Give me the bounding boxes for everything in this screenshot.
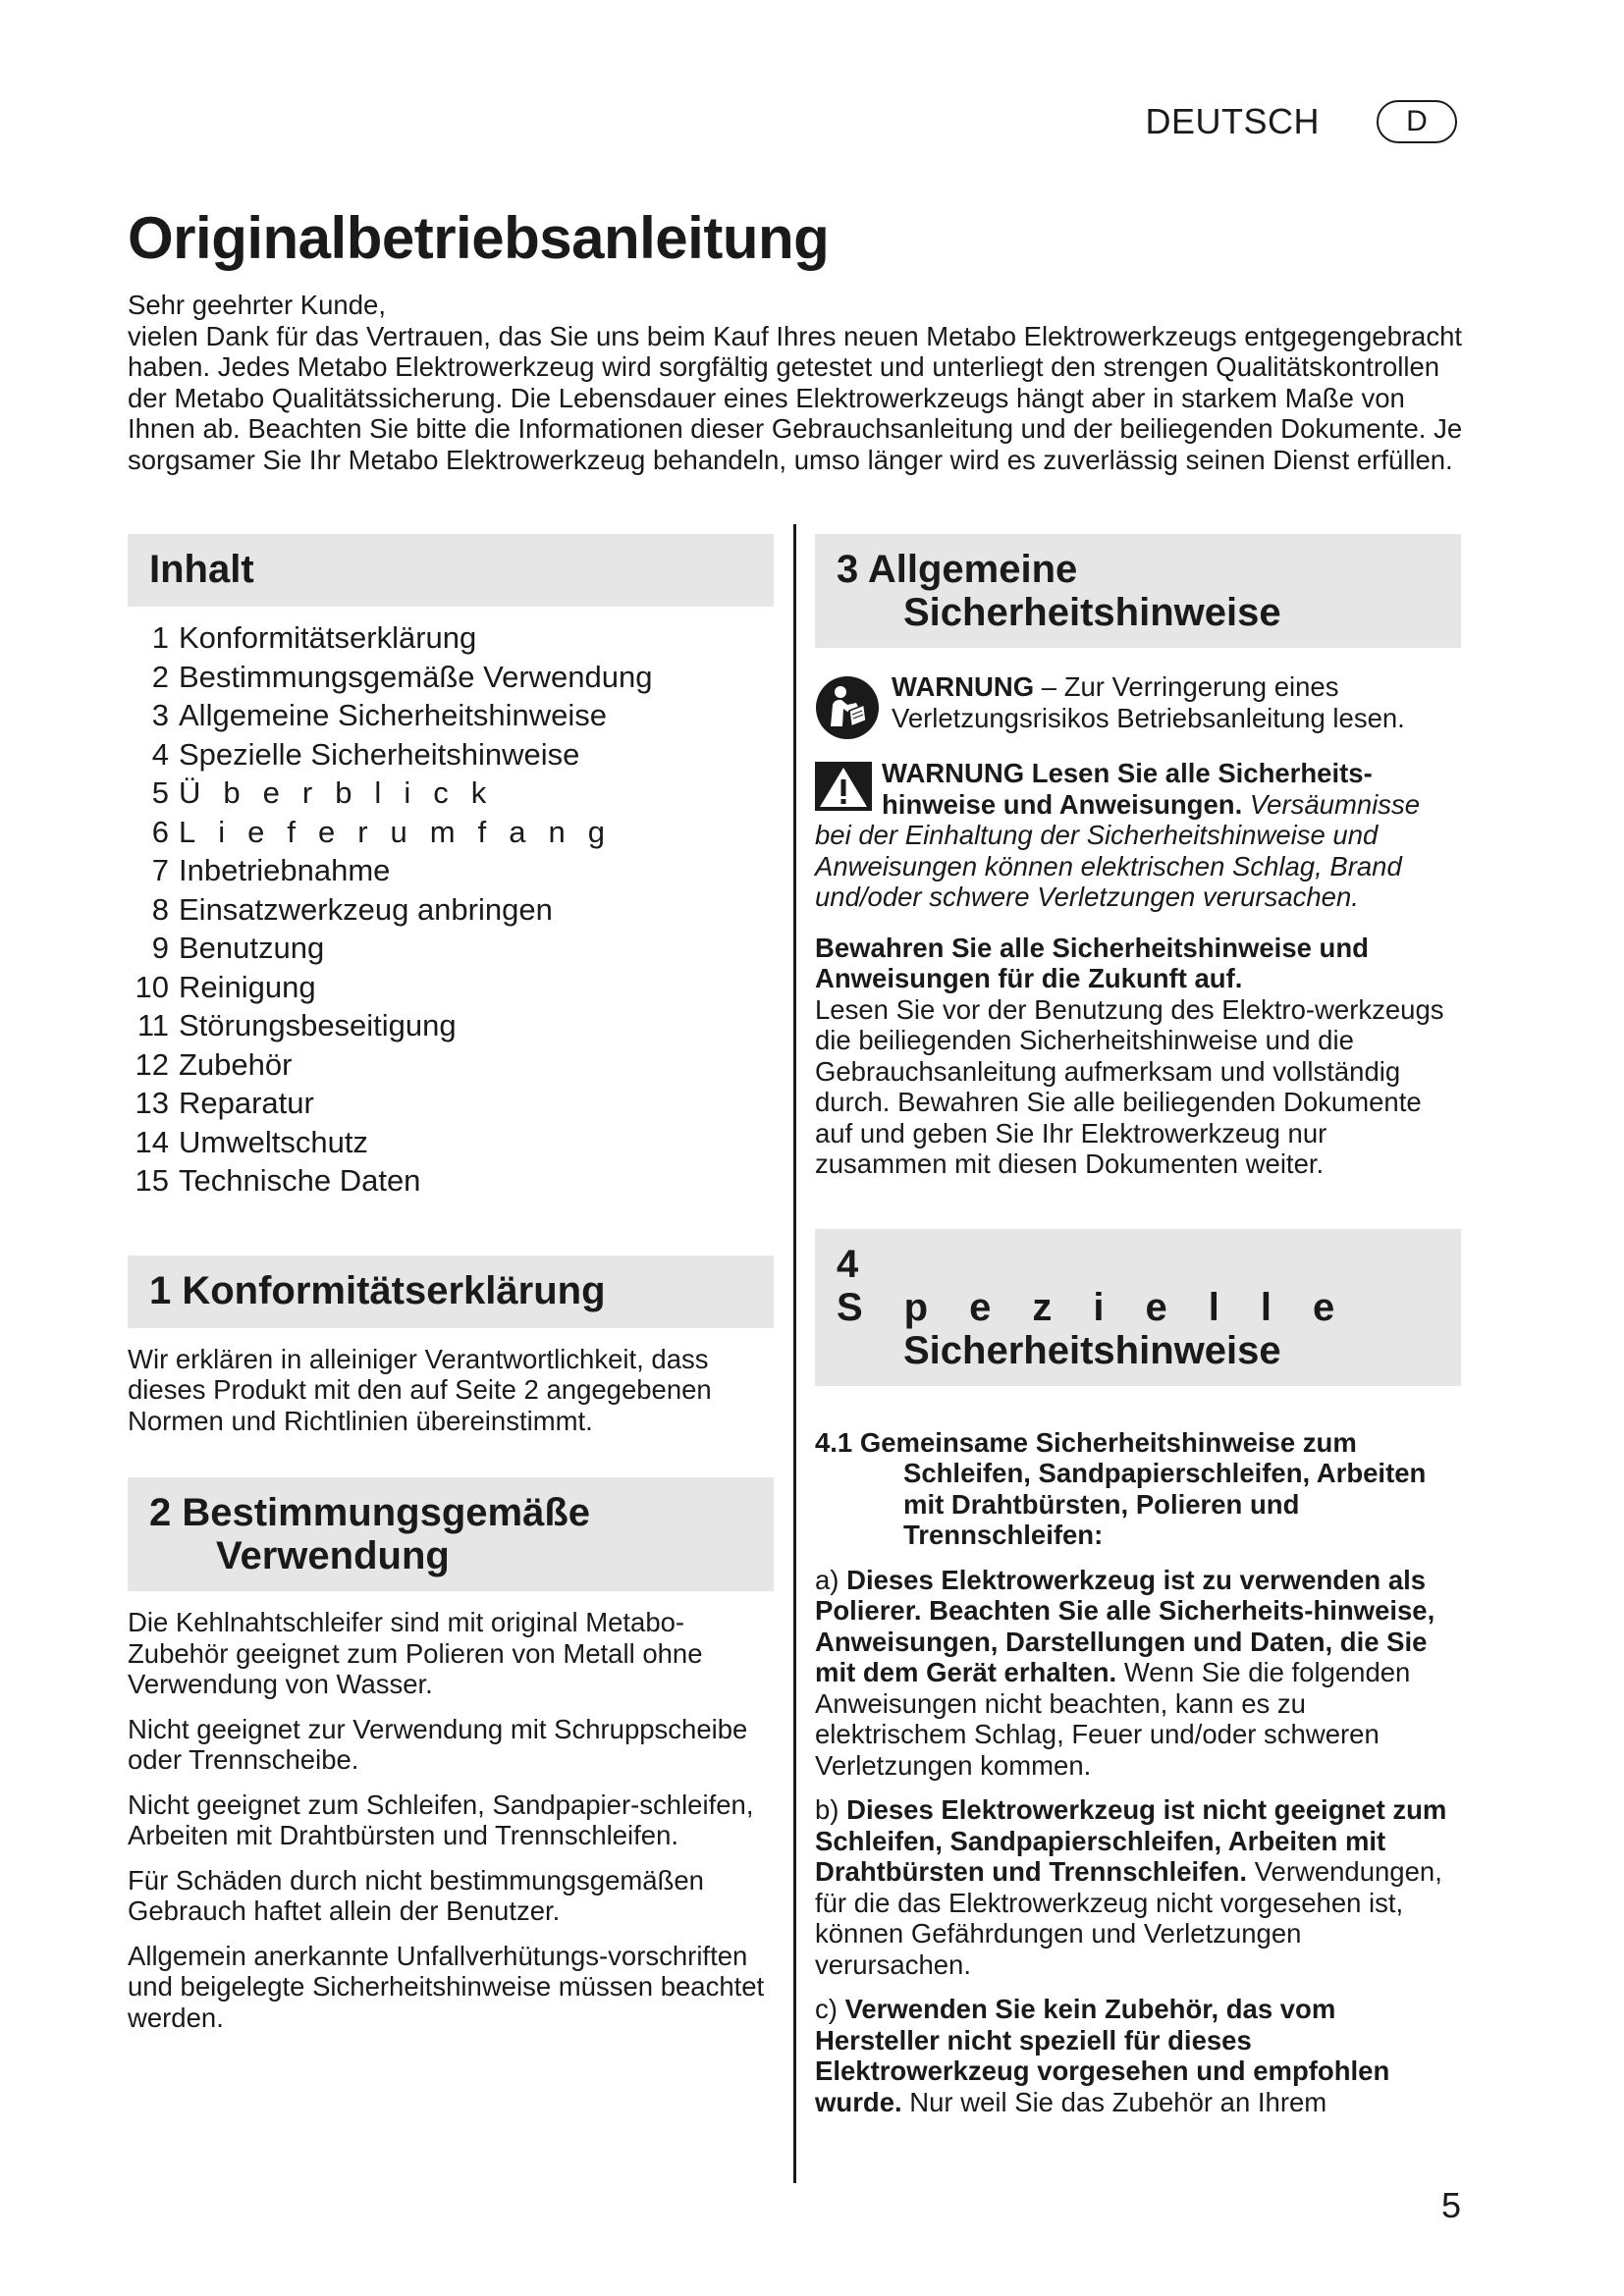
- section2-p2: Nicht geeignet zur Verwendung mit Schruppscheibe oder Trennscheibe.: [128, 1713, 748, 1775]
- warning1-label: WARNUNG: [892, 671, 1035, 702]
- toc-title: Inhalt: [149, 548, 254, 591]
- toc-list: [128, 607, 774, 1201]
- intro-salutation: Sehr geehrter Kunde,: [128, 290, 386, 320]
- toc-item[interactable]: 9 Benutzung: [151, 931, 325, 965]
- toc-item[interactable]: 15 Technische Daten: [135, 1163, 421, 1198]
- section2-body: [128, 1607, 774, 2033]
- toc-item[interactable]: 13 Reparatur: [135, 1086, 314, 1120]
- section2-p5: Allgemein anerkannte Unfallverhütungs-vorschriften und beigelegte Sicherheitshinweise müssen beachtet werden.: [128, 1940, 765, 2033]
- subsection-number: 4.1: [815, 1426, 853, 1458]
- toc-item[interactable]: 7 Inbetriebnahme: [151, 853, 391, 887]
- section3-heading: 3 Allgemeine Sicherheitshinweise: [815, 534, 1461, 648]
- toc-item[interactable]: 1 Konformitätserklärung: [151, 620, 477, 655]
- section2-p4: Für Schäden durch nicht bestimmungsgemäßen Gebrauch haftet allein der Benutzer.: [128, 1864, 704, 1926]
- section4-heading-line1: 4 Spezielle: [837, 1242, 1377, 1329]
- rule-b: b) Dieses Elektrowerkzeug ist nicht geeignet zum Schleifen, Sandpapierschleifen, Arbeiten mit Drahtbürsten und Trennschleifen. Verwendungen, für die das Elektrowerkzeug nicht vorgesehen ist, können Gefährdungen und Verletzungen verursachen.: [815, 1794, 1447, 1980]
- toc-item[interactable]: 2 Bestimmungsgemäße Verwendung: [151, 659, 653, 694]
- language-header: [1145, 100, 1457, 143]
- language-label: DEUTSCH: [1145, 101, 1320, 141]
- warning-triangle-icon: [815, 762, 872, 811]
- toc-item[interactable]: 3 Allgemeine Sicherheitshinweise: [151, 698, 607, 732]
- intro-text: vielen Dank für das Vertrauen, das Sie uns beim Kauf Ihres neuen Metabo Elektrowerkzeugs entgegengebracht haben. Jedes Metabo Elektrowerkzeug wird sorgfältig getestet und unterliegt den strengen Qualitätskontrollen der Metabo Qualitätssicherung. Die Lebensdauer eines Elektrowerkzeugs hängt aber in starkem Maße von Ihnen ab. Beachten Sie bitte die Informationen dieser Gebrauchsanleitung und der beiliegenden Dokumente. Je sorgsamer Sie Ihr Metabo Elektrowerkzeug behandeln, umso länger wird es zuverlässig seinen Dienst erfüllen.: [128, 320, 1463, 475]
- warning2-italic: Versäumnisse bei der Einhaltung der Sicherheitshinweise und Anweisungen können elektrischen Schlag, Brand und/oder schwere Verletzungen verursachen.: [815, 788, 1421, 912]
- intro: [128, 290, 1463, 475]
- section1-text: Wir erklären in alleiniger Verantwortlichkeit, dass dieses Produkt mit den auf Seite 2 angegebenen Normen und Richtlinien übereinstimmt.: [128, 1343, 712, 1436]
- subsection-4-1-heading: [815, 1427, 1461, 1551]
- column-divider: [793, 524, 796, 2183]
- rule-c: c) Verwenden Sie kein Zubehör, das vom Hersteller nicht speziell für dieses Elektrowerkzeug vorgesehen und empfohlen wurde. Nur weil Sie das Zubehör an Ihrem: [815, 1994, 1390, 2117]
- warning1-text: – Zur Verringerung eines Verletzungsrisikos Betriebsanleitung lesen.: [892, 671, 1405, 733]
- toc-item[interactable]: 12 Zubehör: [135, 1046, 293, 1082]
- toc-item[interactable]: 8 Einsatzwerkzeug anbringen: [151, 891, 553, 927]
- section2-p3: Nicht geeignet zum Schleifen, Sandpapier-schleifen, Arbeiten mit Drahtbürsten und Trennschleifen.: [128, 1789, 754, 1850]
- page-number: 5: [1440, 2185, 1461, 2225]
- warning2-bold: WARNUNG Lesen Sie alle Sicherheits-hinweise und Anweisungen.: [882, 758, 1373, 820]
- toc-heading: [128, 534, 774, 607]
- toc-item[interactable]: 4 Spezielle Sicherheitshinweise: [151, 736, 580, 772]
- page-title: Originalbetriebsanleitung: [128, 205, 830, 271]
- section2-p1: Die Kehlnahtschleifer sind mit original Metabo-Zubehör geeignet zum Polieren von Metall ohne Verwendung von Wasser.: [128, 1607, 703, 1699]
- rule-a: a) Dieses Elektrowerkzeug ist zu verwenden als Polierer. Beachten Sie alle Sicherheits-hinweise, Anweisungen, Darstellungen und Daten, die Sie mit dem Gerät erhalten. Wenn Sie die folgenden Anweisungen nicht beachten, kann es zu elektrischem Schlag, Feuer und/oder schweren Verletzungen kommen.: [815, 1564, 1435, 1781]
- toc-item[interactable]: 10 Reinigung: [135, 969, 316, 1004]
- section1-heading: 1 Konformitätserklärung: [128, 1255, 774, 1328]
- subsection-title-rest: Schleifen, Sandpapierschleifen, Arbeiten mit Drahtbürsten, Polieren und Trennschleifen:: [903, 1458, 1427, 1550]
- toc-item[interactable]: 6 Lieferumfang: [151, 814, 627, 849]
- toc-item[interactable]: 11 Störungsbeseitigung: [136, 1008, 457, 1042]
- keep-instructions-bold: Bewahren Sie alle Sicherheitshinweise und Anweisungen für die Zukunft auf.: [815, 932, 1369, 993]
- read-manual-icon: [815, 675, 880, 740]
- left-column: [128, 534, 774, 2047]
- subsection-title-first: Gemeinsame Sicherheitshinweise zum: [859, 1426, 1357, 1458]
- section2-heading: 2 Bestimmungsgemäße Verwendung: [128, 1477, 774, 1591]
- right-column: [815, 534, 1461, 2131]
- section4-heading: 4 Spezielle Sicherheitshinweise: [815, 1229, 1461, 1386]
- keep-instructions-text: Lesen Sie vor der Benutzung des Elektro-werkzeugs die beiliegenden Sicherheitshinweise und die Gebrauchsanleitung aufmerksam und vollständig durch. Bewahren Sie alle beiliegenden Dokumente auf und geben Sie Ihr Elektrowerkzeug nur zusammen mit diesen Dokumenten weiter.: [815, 993, 1444, 1179]
- section4-body: [815, 1565, 1461, 2118]
- section1-body: [128, 1344, 774, 1437]
- language-badge: D: [1377, 100, 1457, 143]
- toc-item[interactable]: 5 Überblick: [151, 775, 510, 810]
- toc-item[interactable]: 14 Umweltschutz: [135, 1124, 368, 1159]
- general-warning: [815, 758, 1461, 1180]
- read-manual-warning: [815, 669, 1461, 740]
